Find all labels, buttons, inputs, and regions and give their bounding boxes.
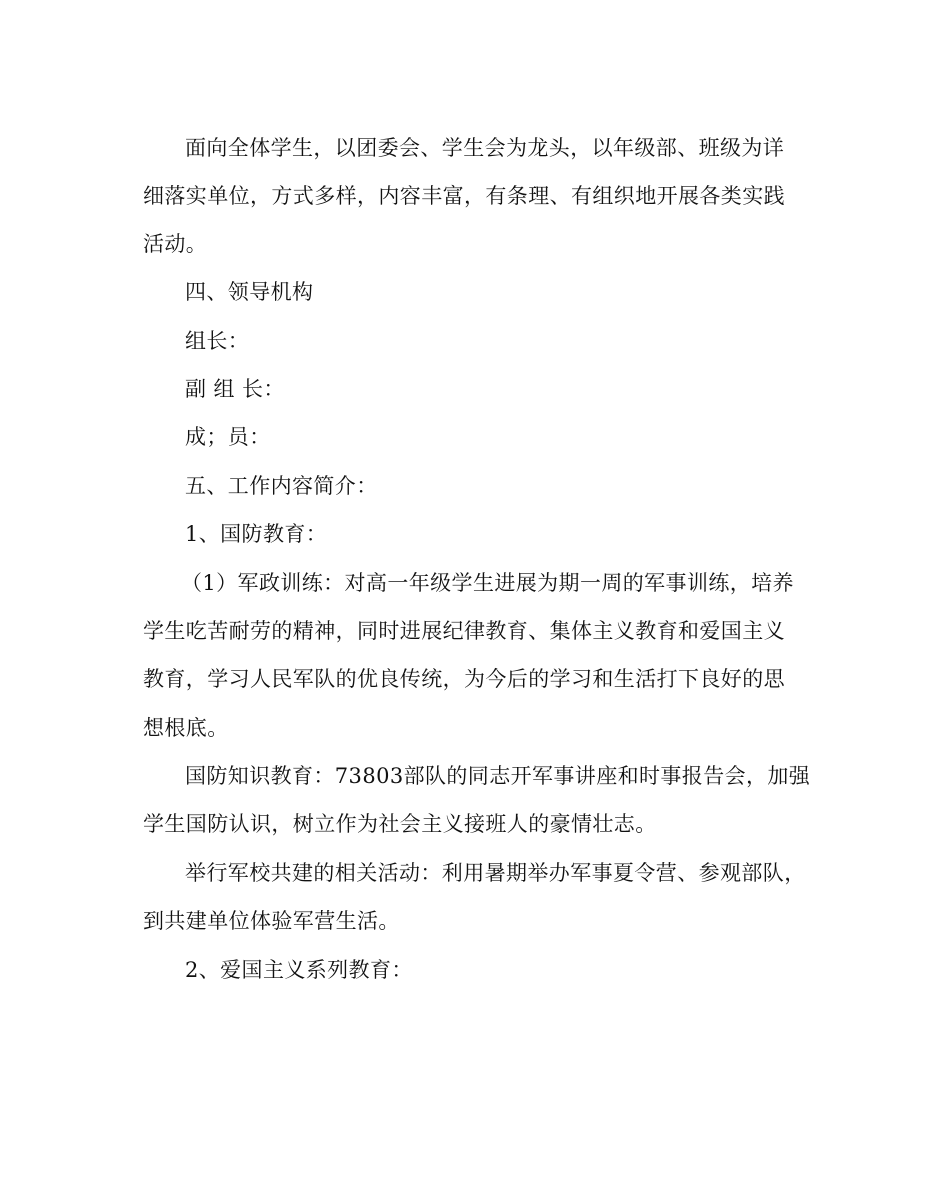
paragraph-line: 教育，学习人民军队的优良传统，为今后的学习和生活打下良好的思 — [143, 667, 785, 691]
subsection-heading: 1、国防教育： — [185, 522, 328, 546]
subsection-heading: 2、爱国主义系列教育： — [185, 958, 413, 982]
role-line: 组长： — [185, 329, 250, 353]
paragraph-line: 细落实单位，方式多样，内容丰富，有条理、有组织地开展各类实践 — [143, 184, 785, 208]
paragraph-line: 面向全体学生，以团委会、学生会为龙头，以年级部、班级为详 — [185, 136, 785, 160]
role-line: 成；员： — [185, 425, 271, 449]
role-line: 副 组 长： — [185, 377, 285, 401]
paragraph-line: 活动。 — [143, 232, 208, 256]
paragraph-line: 国防知识教育：73803部队的同志开军事讲座和时事报告会，加强 — [185, 764, 811, 788]
paragraph-line: （1）军政训练：对高一年级学生进展为期一周的军事训练，培养 — [181, 571, 794, 595]
section-heading: 五、工作内容简介： — [185, 474, 378, 498]
paragraph-line: 学生吃苦耐劳的精神，同时进展纪律教育、集体主义教育和爱国主义 — [143, 619, 785, 643]
paragraph-line: 学生国防认识，树立作为社会主义接班人的豪情壮志。 — [143, 812, 657, 836]
section-heading: 四、领导机构 — [185, 280, 314, 304]
paragraph-line: 想根底。 — [143, 716, 229, 740]
paragraph-line: 举行军校共建的相关活动：利用暑期举办军事夏令营、参观部队， — [185, 861, 806, 885]
paragraph-line: 到共建单位体验军营生活。 — [143, 909, 400, 933]
